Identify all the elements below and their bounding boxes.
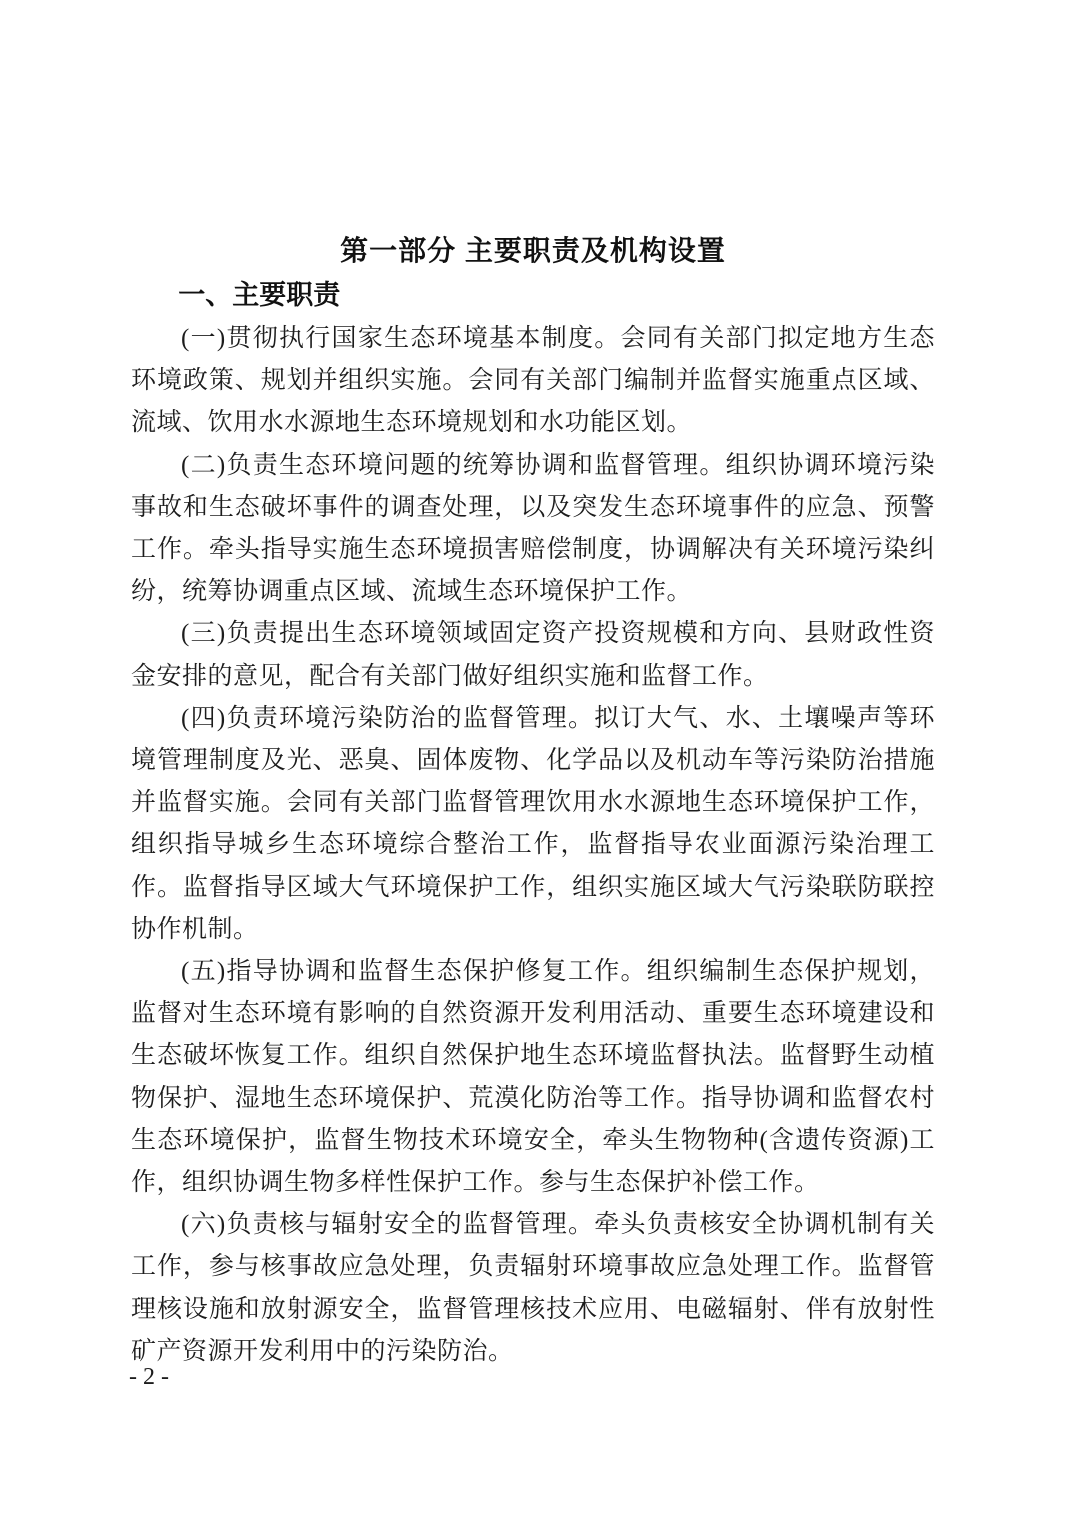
section-heading: 一、主要职责: [178, 280, 341, 310]
page-number: - 2 -: [129, 1364, 169, 1390]
paragraph: (五)指导协调和监督生态保护修复工作。组织编制生态保护规划，监督对生态环境有影响的自然资源开发利用活动、重要生态环境建设和生态破坏恢复工作。组织自然保护地生态环境监督执法。监督野生动植物保护、湿地生态环境保护、荒漠化防治等工作。指导协调和监督农村生态环境保护，监督生物技术环境安全，牵头生物物种(含遗传资源)工作，组织协调生物多样性保护工作。参与生态保护补偿工作。: [131, 958, 935, 1197]
paragraph: (三)负责提出生态环境领域固定资产投资规模和方向、县财政性资金安排的意见，配合有关部门做好组织实施和监督工作。: [131, 620, 935, 690]
paragraph: (一)贯彻执行国家生态环境基本制度。会同有关部门拟定地方生态环境政策、规划并组织实施。会同有关部门编制并监督实施重点区域、流域、饮用水水源地生态环境规划和水功能区划。: [131, 325, 935, 437]
paragraph: (四)负责环境污染防治的监督管理。拟订大气、水、土壤噪声等环境管理制度及光、恶臭、固体废物、化学品以及机动车等污染防治措施并监督实施。会同有关部门监督管理饮用水水源地生态环境保护工作，组织指导城乡生态环境综合整治工作，监督指导农业面源污染治理工作。监督指导区域大气环境保护工作，组织实施区域大气污染联防联控协作机制。: [131, 704, 935, 943]
document-title: 第一部分 主要职责及机构设置: [340, 235, 726, 266]
paragraph: (六)负责核与辐射安全的监督管理。牵头负责核安全协调机制有关工作，参与核事故应急处理，负责辐射环境事故应急处理工作。监督管理核设施和放射源安全，监督管理核技术应用、电磁辐射、伴有放射性矿产资源开发利用中的污染防治。: [131, 1211, 935, 1365]
paragraph: (二)负责生态环境问题的统筹协调和监督管理。组织协调环境污染事故和生态破坏事件的调查处理，以及突发生态环境事件的应急、预警工作。牵头指导实施生态环境损害赔偿制度，协调解决有关环境污染纠纷，统筹协调重点区域、流域生态环境保护工作。: [131, 451, 935, 606]
document-content: [131, 228, 935, 1373]
paragraph-list: [131, 318, 935, 1373]
